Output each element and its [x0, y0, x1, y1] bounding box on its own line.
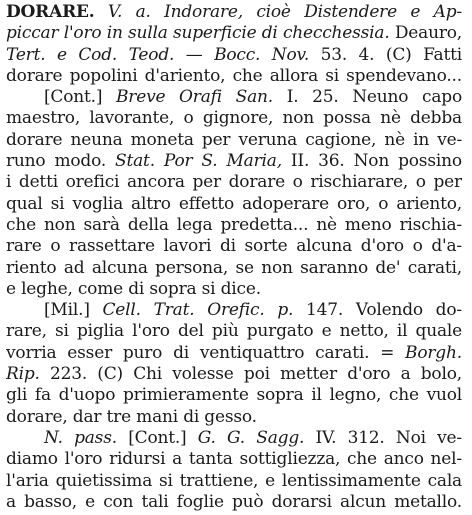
word: alcun	[340, 491, 387, 512]
word: 4.	[358, 44, 375, 65]
word: lentissimamente	[281, 470, 421, 491]
word: quale	[415, 321, 462, 342]
word: 223.	[49, 364, 88, 385]
word: (C)	[97, 364, 123, 385]
word: e	[56, 44, 67, 65]
word: il	[396, 321, 408, 342]
word: del	[177, 321, 204, 342]
word: sottigliezza,	[239, 449, 341, 470]
word: piccar	[6, 23, 59, 44]
word: possino	[398, 151, 462, 172]
word: ancora	[126, 172, 185, 193]
word: neuna	[70, 129, 123, 150]
word: saranno	[300, 257, 368, 278]
word: capo	[422, 87, 462, 108]
word: per	[192, 172, 221, 193]
word: si	[50, 193, 65, 214]
word: può	[231, 491, 264, 512]
word: a.	[135, 2, 151, 22]
word: ve-	[437, 129, 462, 150]
word: S.	[201, 151, 218, 172]
word: quietissima	[55, 470, 153, 491]
word: 53.	[320, 44, 348, 65]
word: dorarsi	[271, 491, 332, 512]
word: o	[50, 236, 61, 257]
word: il	[311, 385, 322, 406]
word: effetto	[178, 193, 235, 214]
word: voglia	[72, 193, 123, 214]
word: Ap-	[433, 2, 462, 22]
word: si	[158, 470, 173, 491]
word: oro,	[337, 193, 371, 214]
word: IV.	[315, 427, 337, 448]
text-line	[6, 492, 462, 513]
word: nel-	[430, 449, 462, 470]
word: Rip.	[6, 364, 40, 385]
text-line	[6, 236, 462, 257]
word: I.	[286, 87, 299, 108]
word: superficie	[172, 23, 257, 44]
word: =	[380, 342, 395, 363]
text-line	[6, 23, 462, 44]
word: Orafi	[179, 87, 222, 108]
word: cioè	[256, 2, 291, 22]
word: d'ariento,	[144, 65, 226, 86]
word: G.	[197, 427, 216, 448]
text-segment: e leghe, come di sopra si dice.	[6, 278, 261, 299]
word: foglie	[176, 491, 224, 512]
word: esser	[67, 342, 112, 363]
word: o	[412, 236, 423, 257]
word: l'oro	[64, 449, 103, 470]
text-line	[6, 343, 462, 364]
word: persona,	[155, 257, 229, 278]
word: modo.	[54, 151, 107, 172]
word: puro	[122, 342, 163, 363]
word: veruna	[238, 129, 298, 150]
word: [Cont.]	[128, 427, 187, 448]
word: Nov.	[271, 44, 310, 65]
word: lega	[176, 214, 213, 235]
word: piglia	[76, 321, 124, 342]
word: che	[346, 449, 377, 470]
word: volesse	[172, 364, 234, 385]
word: sopra	[256, 385, 304, 406]
word: non	[43, 214, 76, 235]
word: purgato	[246, 321, 314, 342]
word: non	[282, 108, 315, 129]
word: che	[388, 385, 419, 406]
word: Non	[353, 151, 390, 172]
word: e	[410, 2, 421, 22]
word: —	[185, 44, 203, 65]
text-line	[6, 300, 462, 321]
word: lavori	[163, 236, 212, 257]
text-line	[6, 2, 462, 23]
word: metallo.	[394, 491, 462, 512]
word: 36.	[318, 151, 345, 172]
text-line	[6, 364, 462, 385]
text-line	[6, 215, 462, 236]
word: checchessia.	[282, 23, 390, 44]
word: l'oro	[132, 321, 170, 342]
word: ariento,	[396, 193, 462, 214]
text-line	[6, 279, 462, 300]
word: de'	[375, 257, 401, 278]
word: fa	[34, 385, 51, 406]
word: Orefic.	[207, 300, 265, 321]
word: adoperare	[242, 193, 329, 214]
word: Neuno	[352, 87, 409, 108]
word: Cell.	[102, 300, 141, 321]
word: e	[265, 470, 275, 491]
word: p.	[277, 300, 294, 321]
word: alcuna	[296, 236, 353, 257]
text-line	[6, 258, 462, 279]
word: d'a-	[431, 236, 462, 257]
word: per	[433, 172, 462, 193]
word: II.	[290, 151, 310, 172]
word: di	[261, 23, 278, 44]
word: i	[6, 172, 12, 193]
text-line	[6, 321, 462, 342]
word: rare	[6, 236, 42, 257]
word: a	[400, 364, 411, 385]
text-line	[6, 172, 462, 193]
word: si	[325, 65, 339, 86]
word: debba	[410, 108, 462, 129]
text-line	[6, 66, 462, 87]
word: per	[201, 129, 231, 150]
word: dorare	[6, 129, 63, 150]
word: dorare	[6, 65, 63, 86]
word: Noi	[395, 427, 426, 448]
word: legno,	[329, 385, 382, 406]
word: Trat.	[153, 300, 195, 321]
word: vuol	[426, 385, 462, 406]
word: di	[219, 236, 236, 257]
word: maestro,	[6, 108, 81, 129]
word: nè	[316, 214, 337, 235]
word: spendevano...	[346, 65, 462, 86]
word: o	[292, 172, 303, 193]
text-line	[6, 449, 462, 470]
word: poi	[243, 364, 270, 385]
word: trattiene,	[179, 470, 259, 491]
word: se	[235, 257, 254, 278]
word: 312.	[347, 427, 385, 448]
word: con	[103, 491, 134, 512]
word: Tert.	[6, 44, 46, 65]
word: possa	[323, 108, 371, 129]
word: cala	[427, 470, 462, 491]
word: tanta	[188, 449, 233, 470]
word: a	[6, 491, 16, 512]
word: ad	[63, 257, 85, 278]
word: 25.	[312, 87, 339, 108]
word: do-	[435, 300, 462, 321]
word: gli	[6, 385, 28, 406]
word: Breve	[115, 87, 166, 108]
word: alcuna	[91, 257, 148, 278]
word: ventiquattro	[199, 342, 305, 363]
text-line	[6, 87, 462, 108]
word: Volendo	[355, 300, 423, 321]
word: altro	[131, 193, 171, 214]
word: detti	[18, 172, 58, 193]
word: cagione,	[305, 129, 377, 150]
word: sorte	[244, 236, 288, 257]
word: DORARE.	[6, 2, 95, 22]
word: G.	[227, 427, 245, 448]
word: netto,	[339, 321, 389, 342]
word: [Cont.]	[44, 87, 103, 108]
word: sulla	[128, 23, 168, 44]
text-segment: dorare, dar tre mani di gesso.	[6, 406, 257, 427]
word: Fatti	[423, 44, 462, 65]
word: gignore,	[202, 108, 274, 129]
word: riento	[6, 257, 57, 278]
word: nè	[380, 108, 401, 129]
word: Stat.	[115, 151, 155, 172]
word: anco	[383, 449, 424, 470]
word: Por	[163, 151, 193, 172]
word: Deauro,	[394, 23, 462, 44]
word: 147.	[305, 300, 344, 321]
text-line	[6, 130, 462, 151]
word: che	[232, 65, 263, 86]
word: in	[413, 129, 430, 150]
word: popolini	[69, 65, 138, 86]
word: Bocc.	[214, 44, 261, 65]
word: che	[6, 214, 36, 235]
word: Distendere	[304, 2, 397, 22]
word: ridursi	[109, 449, 166, 470]
word: a	[172, 449, 183, 470]
word: lavorante,	[89, 108, 175, 129]
word: rischiarare,	[310, 172, 409, 193]
word: tali	[141, 491, 169, 512]
word: carati,	[407, 257, 462, 278]
word: l'oro	[63, 23, 102, 44]
word: non	[261, 257, 293, 278]
word: nè	[384, 129, 405, 150]
word: o	[183, 108, 194, 129]
word: meno	[344, 214, 392, 235]
word: ve-	[437, 427, 462, 448]
word: Chi	[133, 364, 162, 385]
word: carati.	[315, 342, 370, 363]
word: Cod.	[78, 44, 118, 65]
word: e	[321, 321, 332, 342]
word: rare,	[6, 321, 47, 342]
word: moneta	[130, 129, 194, 150]
word: Sagg.	[256, 427, 305, 448]
word: in	[106, 23, 123, 44]
word: o	[415, 172, 426, 193]
text-line	[6, 385, 462, 406]
text-line	[6, 428, 462, 449]
word: si	[55, 321, 69, 342]
word: Maria,	[226, 151, 282, 172]
text-line	[6, 471, 462, 492]
word: o	[378, 193, 389, 214]
word: V.	[107, 2, 123, 22]
word: più	[211, 321, 239, 342]
word: bolo,	[420, 364, 462, 385]
word: d'uopo	[58, 385, 116, 406]
word: orefici	[65, 172, 120, 193]
word: e	[85, 491, 96, 512]
text-line	[6, 151, 462, 172]
word: Indorare,	[164, 2, 243, 22]
word: primieramente	[122, 385, 249, 406]
word: qual	[6, 193, 43, 214]
word: runo	[6, 151, 46, 172]
word: basso,	[24, 491, 77, 512]
text-line	[6, 194, 462, 215]
word: della	[127, 214, 169, 235]
text-line	[6, 108, 462, 129]
word: d'oro	[347, 364, 391, 385]
word: dorare	[228, 172, 285, 193]
word: d'oro	[360, 236, 404, 257]
word: N.	[44, 427, 63, 448]
word: (C)	[385, 44, 412, 65]
word: allora	[269, 65, 319, 86]
word: [Mil.]	[44, 300, 90, 321]
word: metter	[280, 364, 337, 385]
text-line	[6, 45, 462, 66]
word: Teod.	[128, 44, 175, 65]
word: diamo	[6, 449, 58, 470]
word: vorria	[6, 342, 57, 363]
word: rassettare	[69, 236, 155, 257]
text-line	[6, 407, 462, 428]
word: sarà	[83, 214, 120, 235]
word: predetta...	[220, 214, 309, 235]
word: Borgh.	[405, 342, 462, 363]
word: l'aria	[6, 470, 49, 491]
word: di	[173, 342, 189, 363]
word: San.	[235, 87, 273, 108]
word: rischia-	[399, 214, 462, 235]
word: pass.	[74, 427, 117, 448]
